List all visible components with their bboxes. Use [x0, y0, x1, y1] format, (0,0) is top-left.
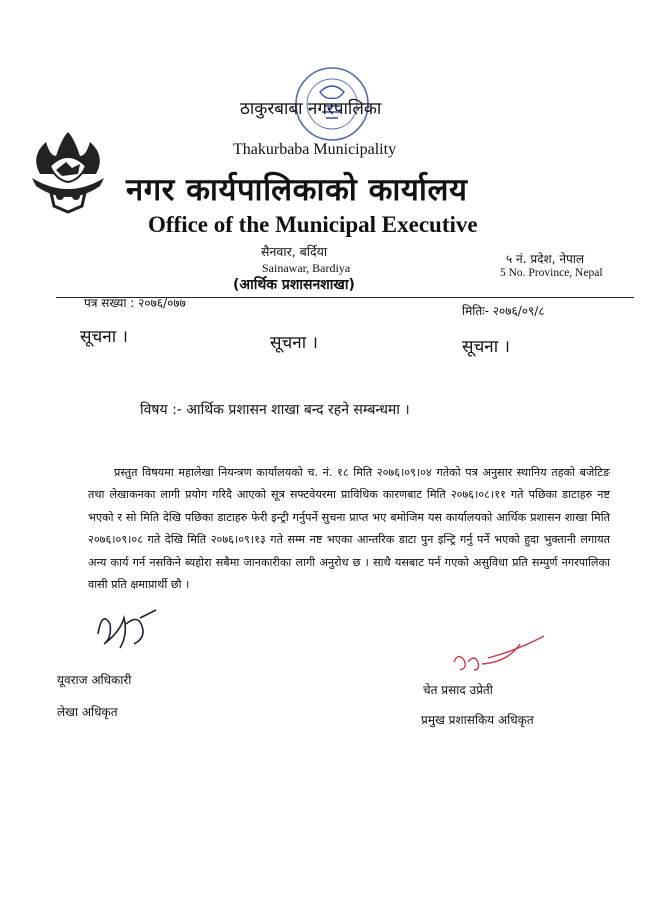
- municipality-name-english: Thakurbaba Municipality: [233, 141, 397, 158]
- address-english: Sainawar, Bardiya: [262, 261, 351, 275]
- signatory-left-name: यूवराज अधिकारी: [57, 673, 132, 687]
- notice-heading: सूचना ।: [80, 327, 128, 347]
- signature-left: [90, 604, 160, 654]
- notice-heading: सूचना ।: [462, 337, 510, 357]
- signature-right: [448, 632, 548, 678]
- signatory-left-title: लेखा अधिकृत: [57, 705, 118, 719]
- letter-date: मितिः- २०७६/०९/८: [462, 304, 545, 318]
- nepal-emblem-icon: [20, 126, 116, 222]
- municipality-name-nepali: ठाकुरबाबा नगरपालिका: [240, 99, 382, 119]
- notice-heading: सूचना ।: [270, 333, 318, 353]
- province-english: 5 No. Province, Nepal: [500, 267, 603, 279]
- subject-line: विषय :- आर्थिक प्रशासन शाखा बन्द रहने सम्बन्धमा ।: [140, 402, 410, 418]
- letter-body: प्रस्तुत विषयमा महालेखा नियन्त्रण कार्यालयको च. नं. १८ मिति २०७६।०९।०४ गतेको पत्र अनुसार स्थानिय तहको बजेटिङ तथा लेखाकनका लागी प्रयोग गरिदै आएको सूत्र सफ्टवेयरमा प्राविधिक कारणबाट मिति २०७६।०८।११ गते पछिका डाटाहरु नष्ट भएको र सो मिति देखि पछिका डाटाहरु फेरी इन्ट्री गर्नुपर्ने सुचना प्राप्त भए बमोजिम यस कार्यालयको आर्थिक प्रशासन शाखा मिति २०७६।०९।०८ गते देखि मिति २०७६।०९।१३ गते सम्म नष्ट भएका आन्तरिक डाटा पुन इन्ट्रि गर्नु पर्ने भएको हुदा भुक्तानी लगायत अन्य कार्य गर्न नसकिने ब्यहोरा सबैमा जानकारीका लागी अनुरोध छ । साथै यसबाट पर्न गएको असुविधा प्रति सम्पुर्ण नगरपालिका वासी प्रति क्षमाप्रार्थी छौ ।: [88, 466, 610, 592]
- signatory-right-title: प्रमुख प्रशासकिय अधिकृत: [421, 713, 534, 727]
- signatory-right-name: चेत प्रसाद उप्रेती: [423, 683, 493, 697]
- address-nepali: सैनवार, बर्दिया: [261, 244, 328, 259]
- office-title-nepali: नगर कार्यपालिकाको कार्यालय: [126, 172, 468, 208]
- office-title-english: Office of the Municipal Executive: [148, 212, 478, 237]
- reference-number: पत्र संख्या : २०७६/०७७: [84, 296, 186, 310]
- province-nepali: ५ नं. प्रदेश, नेपाल: [506, 252, 585, 266]
- section-name: (आर्थिक प्रशासनशाखा): [233, 277, 355, 293]
